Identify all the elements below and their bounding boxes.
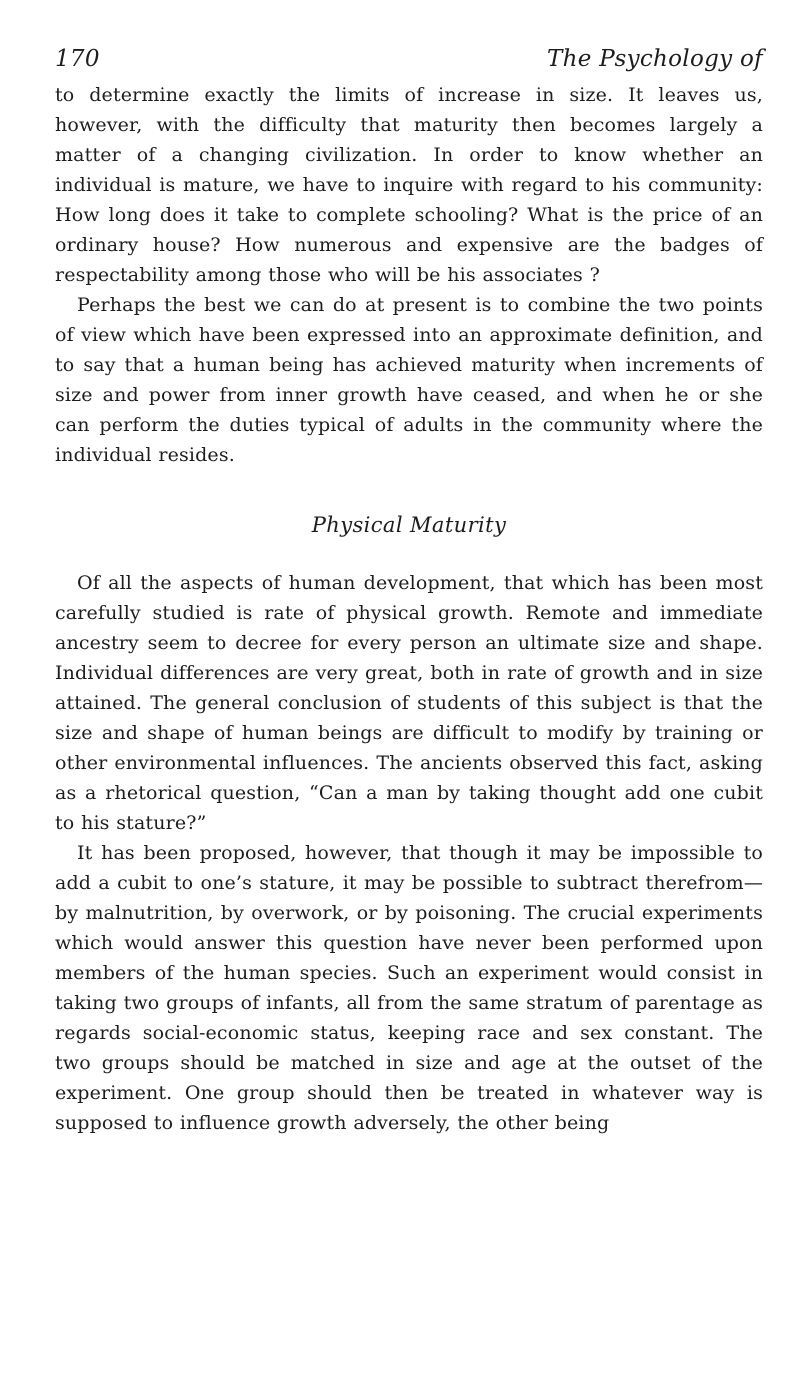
book-page bbox=[55, 46, 763, 1138]
paragraph-continued: to determine exactly the limits of increase in size. It leaves us, however, with the difficulty that maturity then becomes largely a matter of a changing civilization. In order to know whether an individual is mature, we have to inquire with regard to his community: How long does it take to complete schooling? What is the price of an ordinary house? How numerous and expensive are the badges of respectability among those who will be his associates ? bbox=[55, 84, 763, 286]
paragraph: Perhaps the best we can do at present is to combine the two points of view which have been expressed into an approximate definition, and to say that a human being has achieved maturity when increments of size and power from inner growth have ceased, and when he or she can perform the duties typical of adults in the community where the individual resides. bbox=[55, 294, 763, 466]
paragraph: Of all the aspects of human development, that which has been most carefully studied is rate of physical growth. Remote and immediate ancestry seem to decree for every person an ultimate size and shape. Individual differences are very great, both in rate of growth and in size attained. The general conclusion of students of this subject is that the size and shape of human beings are difficult to modify by training or other environmental influences. The ancients observed this fact, asking as a rhetorical question, “Can a man by taking thought add one cubit to his stature?” bbox=[55, 572, 763, 834]
section-heading: Physical Maturity bbox=[311, 513, 507, 537]
page-number: 170 bbox=[55, 46, 100, 72]
running-header bbox=[55, 46, 763, 80]
running-title: The Psychology of bbox=[547, 46, 763, 72]
body-text bbox=[55, 80, 763, 1138]
paragraph: It has been proposed, however, that though it may be impossible to add a cubit to one’s stature, it may be possible to subtract therefrom—by malnutrition, by overwork, or by poisoning. The crucial experiments which would answer this question have never been performed upon members of the human species. Such an experiment would consist in taking two groups of infants, all from the same stratum of parentage as regards social-economic status, keeping race and sex constant. The two groups should be matched in size and age at the outset of the experiment. One group should then be treated in whatever way is supposed to influence growth adversely, the other being bbox=[55, 842, 763, 1134]
